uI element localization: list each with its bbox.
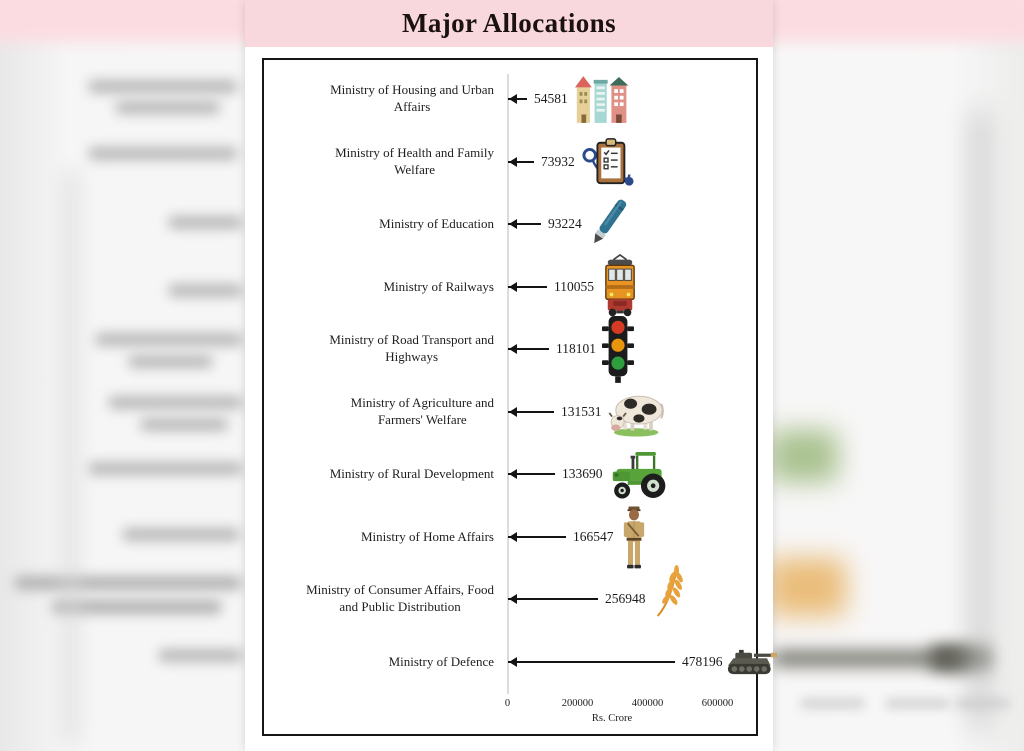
- chart-row: [264, 68, 770, 131]
- bar-group: [498, 197, 770, 251]
- policeman-icon: [620, 501, 648, 573]
- category-label-wrap: [264, 215, 498, 233]
- category-label-wrap: [264, 465, 498, 483]
- value-label: 131531: [561, 403, 602, 419]
- category-label: Ministry of Health and Family Welfare: [335, 144, 494, 177]
- background-blob: [972, 110, 988, 730]
- category-label: Ministry of Agriculture and Farmers' Welfare: [350, 394, 494, 427]
- value-label: 93224: [548, 216, 582, 232]
- category-label: Ministry of Rural Development: [329, 466, 494, 482]
- tractor-icon: [609, 448, 671, 501]
- arrowhead-icon: [509, 532, 517, 542]
- arrowhead-icon: [509, 344, 517, 354]
- pen-icon: [588, 195, 630, 249]
- background-blob: [108, 396, 243, 409]
- x-tick-label: 400000: [631, 698, 664, 709]
- background-blob: [52, 600, 222, 614]
- chart-title: Major Allocations: [401, 8, 617, 38]
- bar-line: [508, 411, 554, 413]
- category-label-wrap: [264, 82, 498, 116]
- background-blob: [800, 698, 865, 709]
- bar-line: [508, 348, 549, 350]
- category-label: Ministry of Defence: [388, 653, 494, 669]
- bar-line: [508, 536, 566, 538]
- bar-line: [508, 661, 675, 663]
- buildings-icon: [574, 75, 632, 124]
- bar-group: [498, 572, 770, 627]
- bar-group: [498, 75, 770, 124]
- background-blob: [115, 101, 220, 114]
- value-label: 478196: [682, 653, 723, 669]
- background-blob: [88, 462, 243, 475]
- value-label: 73932: [541, 153, 575, 169]
- arrowhead-icon: [509, 219, 517, 229]
- x-axis-title: Rs. Crore: [591, 713, 633, 724]
- category-label: Ministry of Consumer Affairs, Food and Public Distribution: [306, 582, 494, 615]
- value-label: 54581: [534, 91, 568, 107]
- value-label: 118101: [556, 341, 596, 357]
- background-blob: [66, 170, 76, 745]
- bar-group: [498, 315, 770, 383]
- arrowhead-icon: [509, 282, 517, 292]
- x-tick-label: 600000: [701, 698, 734, 709]
- background-blob: [158, 649, 243, 662]
- bar-line: [508, 473, 555, 475]
- background-blob: [168, 284, 243, 297]
- chart-row: [264, 256, 770, 319]
- category-label-wrap: [264, 278, 498, 296]
- arrowhead-icon: [509, 157, 517, 167]
- bar-line: [508, 161, 534, 163]
- bar-group: [498, 501, 770, 573]
- category-label-wrap: [264, 528, 498, 546]
- background-blob: [122, 528, 240, 541]
- chart-row: [264, 131, 770, 194]
- background-blob: [168, 216, 243, 229]
- background-blob: [140, 418, 228, 431]
- chart-row: [264, 506, 770, 569]
- chart-row: [264, 318, 770, 381]
- wheat-icon: [652, 563, 686, 618]
- category-label: Ministry of Railways: [383, 278, 494, 294]
- category-label-wrap: [264, 145, 498, 179]
- value-label: 133690: [562, 466, 603, 482]
- background-blob: [770, 430, 838, 482]
- category-label: Ministry of Home Affairs: [361, 528, 494, 544]
- chart-rows: [264, 68, 770, 693]
- bar-group: [498, 448, 770, 501]
- background-blob: [88, 80, 238, 93]
- chart-row: [264, 193, 770, 256]
- bar-group: [498, 387, 770, 437]
- bar-line: [508, 223, 541, 225]
- category-label-wrap: [264, 653, 498, 671]
- tram-icon: [600, 254, 640, 320]
- background-blob: [128, 355, 213, 368]
- chart-plot-area: [262, 58, 758, 736]
- x-tick-label: 200000: [561, 698, 594, 709]
- background-blob: [95, 333, 243, 346]
- value-label: 110055: [554, 278, 594, 294]
- bar-group: [498, 648, 770, 676]
- category-label: Ministry of Education: [379, 216, 494, 232]
- arrowhead-icon: [509, 594, 517, 604]
- bar-line: [508, 98, 527, 100]
- medical-clipboard-icon: [581, 136, 635, 188]
- arrowhead-icon: [509, 407, 517, 417]
- bar-line: [508, 598, 598, 600]
- chart-header: [245, 0, 773, 47]
- x-tick-label: 0: [504, 698, 511, 709]
- arrowhead-icon: [509, 94, 517, 104]
- arrowhead-icon: [509, 657, 517, 667]
- category-label-wrap: [264, 332, 498, 366]
- background-blob: [88, 147, 238, 160]
- category-label-wrap: [264, 582, 498, 616]
- tank-icon: [726, 648, 780, 676]
- cow-icon: [608, 387, 668, 437]
- value-label: 256948: [605, 591, 646, 607]
- category-label: Ministry of Housing and Urban Affairs: [330, 82, 494, 115]
- arrowhead-icon: [509, 469, 517, 479]
- chart-row: [264, 568, 770, 631]
- bar-group: [498, 254, 770, 320]
- background-blob: [885, 698, 950, 709]
- chart-row: [264, 381, 770, 444]
- traffic-light-icon: [602, 315, 634, 383]
- infographic-card: [245, 0, 773, 751]
- background-blob: [14, 576, 242, 590]
- bar-line: [508, 286, 547, 288]
- background-blob: [768, 558, 846, 616]
- chart-row: [264, 443, 770, 506]
- category-label: Ministry of Road Transport and Highways: [329, 332, 494, 365]
- chart-row: [264, 631, 770, 694]
- value-label: 166547: [573, 528, 614, 544]
- category-label-wrap: [264, 395, 498, 429]
- bar-group: [498, 136, 770, 188]
